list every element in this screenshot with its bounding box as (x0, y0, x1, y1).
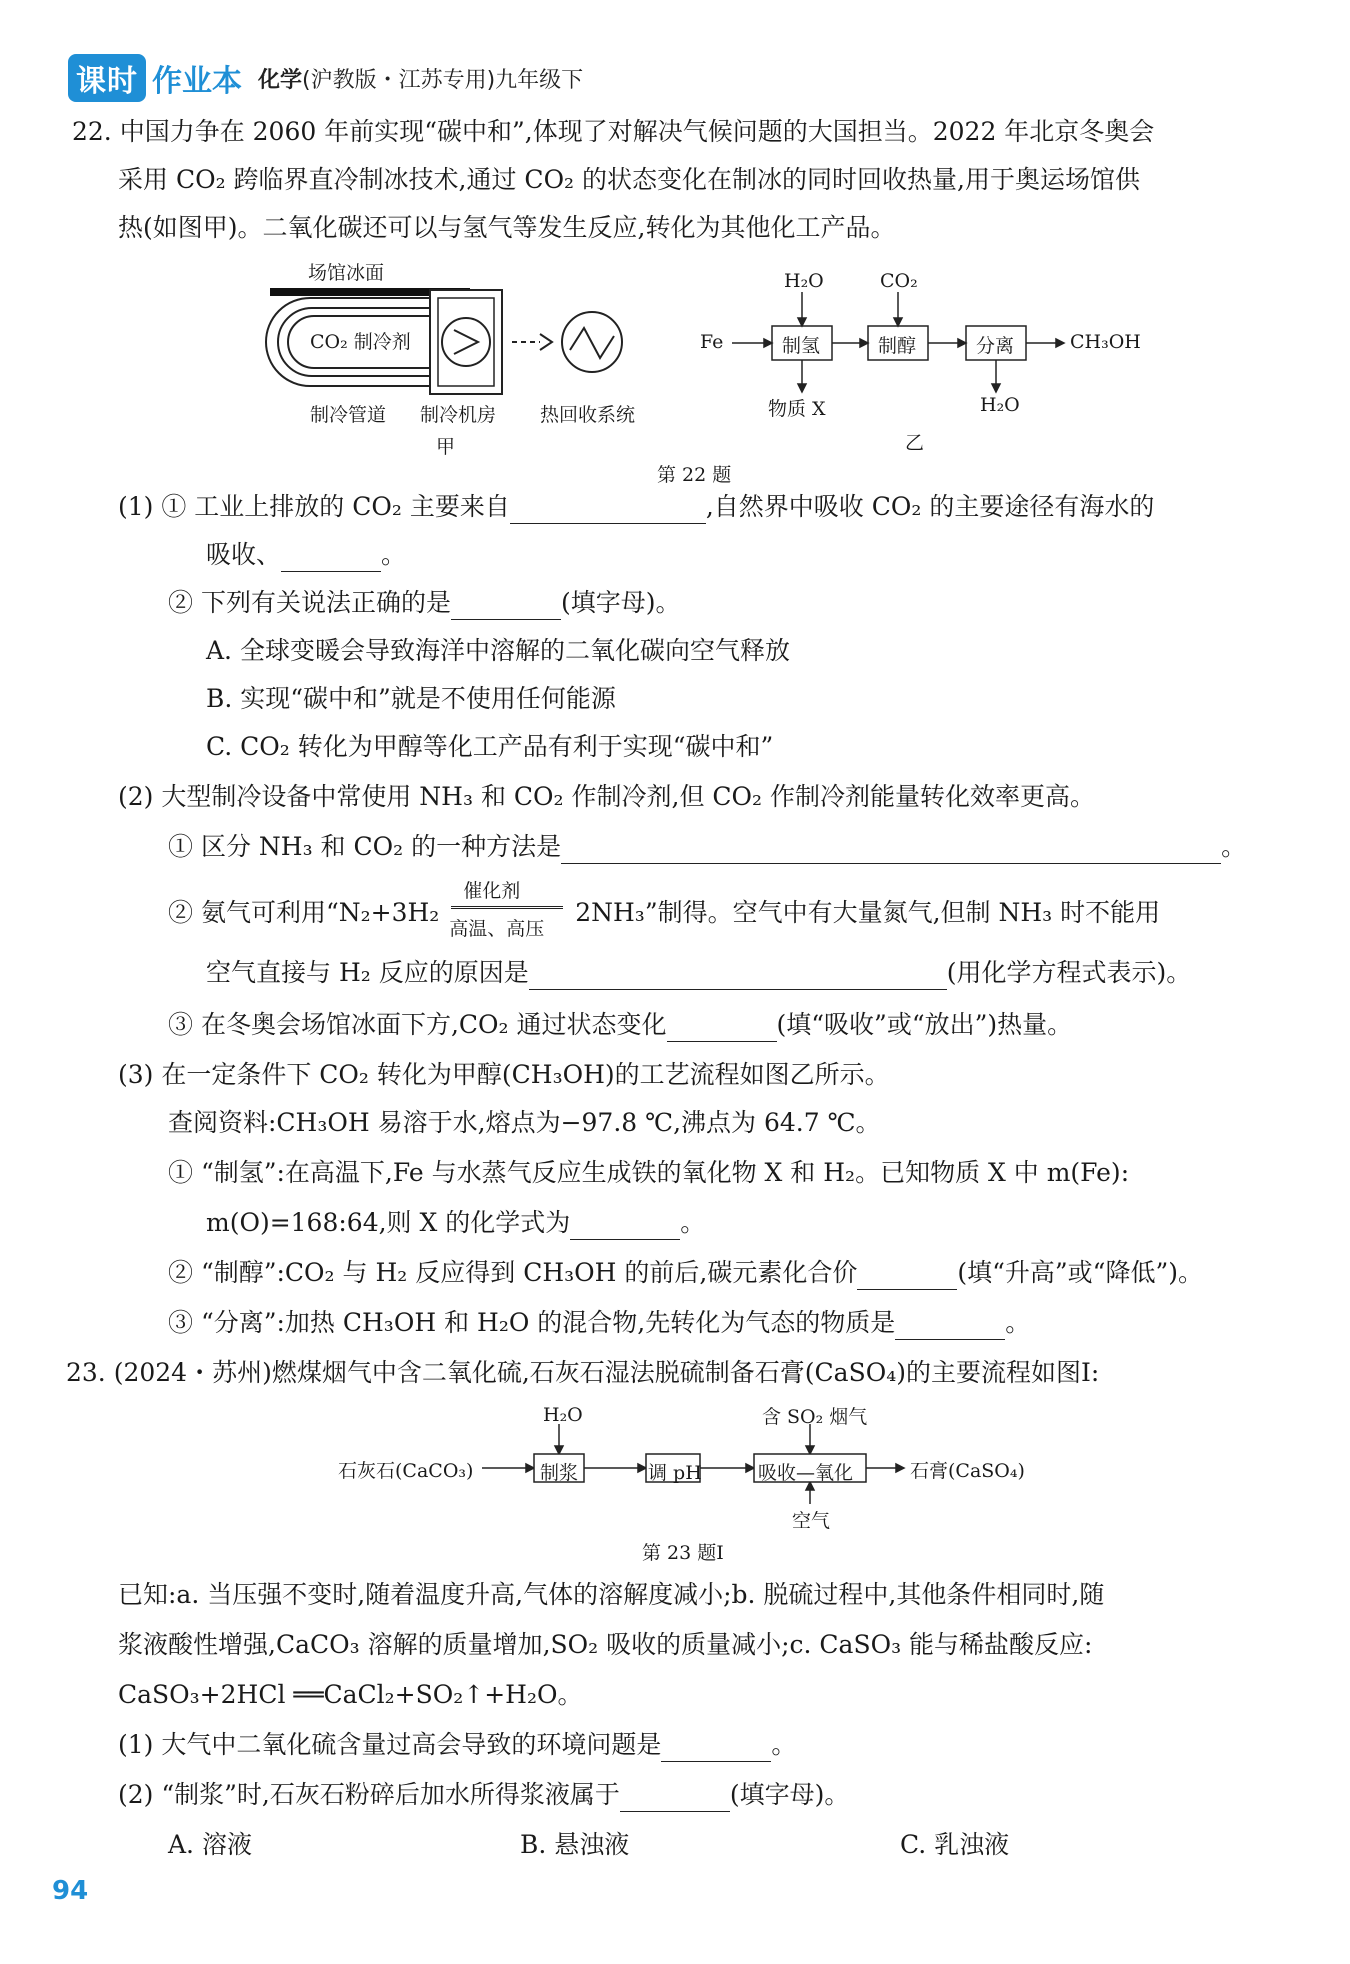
q23-option-a: A. 溶液 (168, 1830, 252, 1859)
box-methanol-label: 制醇 (878, 335, 917, 357)
answer-blank[interactable] (857, 1263, 957, 1290)
box-ph-label: 调 pH (648, 1462, 702, 1484)
q22-2-3-text-b: (填“吸收”或“放出”)热量。 (776, 1010, 1073, 1039)
q23-option-c: C. 乳浊液 (900, 1830, 1010, 1859)
q22-2-3-text-a: ③ 在冬奥会场馆冰面下方,CO₂ 通过状态变化 (168, 1010, 667, 1039)
q22-1-line (118, 490, 1154, 524)
q22-line-2: 采用 CO₂ 跨临界直冷制冰技术,通过 CO₂ 的状态变化在制冰的同时回收热量,用于奥运场馆供 (118, 165, 1140, 194)
label-h2o-in: H₂O (784, 270, 824, 292)
q22-1-2-line (168, 586, 680, 620)
q23-option-b: B. 悬浊液 (520, 1830, 630, 1859)
figure-23-caption: 第 23 题Ⅰ (642, 1542, 724, 1564)
answer-blank[interactable] (620, 1785, 730, 1812)
answer-blank[interactable] (510, 497, 706, 524)
q22-3-3-text-a: ③ “分离”:加热 CH₃OH 和 H₂O 的混合物,先转化为气态的物质是 (168, 1308, 896, 1337)
q22-2-2-line (168, 880, 1161, 940)
label-machine-room: 制冷机房 (420, 404, 497, 426)
answer-blank[interactable] (281, 545, 381, 572)
q22-3-reference: 查阅资料:CH₃OH 易溶于水,熔点为−97.8 ℃,沸点为 64.7 ℃。 (168, 1108, 881, 1137)
option-b: B. 实现“碳中和”就是不使用任何能源 (206, 684, 616, 713)
q22-1-2-text-a: ② 下列有关说法正确的是 (168, 588, 451, 617)
logo-box: 课时 (68, 54, 146, 102)
label-heat-recovery: 热回收系统 (540, 404, 636, 426)
label-co2-refrigerant: CO₂ 制冷剂 (310, 331, 411, 353)
answer-blank[interactable] (529, 963, 947, 990)
q23-2-text-b: (填字母)。 (729, 1780, 850, 1809)
q22-2-3-line (168, 1008, 1072, 1042)
q22-1-text-a: (1) ① 工业上排放的 CO₂ 主要来自 (118, 492, 510, 521)
subject-name: 化学 (258, 67, 303, 93)
page-header (68, 56, 583, 100)
condition-label: 高温、高压 (449, 918, 545, 940)
answer-blank[interactable] (661, 1735, 771, 1762)
q22-3-1-line-2 (206, 1206, 705, 1240)
label-ice-surface: 场馆冰面 (308, 262, 385, 284)
answer-blank[interactable] (895, 1313, 1005, 1340)
q22-1-line-2 (206, 538, 406, 572)
q22-3-2-text-a: ② “制醇”:CO₂ 与 H₂ 反应得到 CH₃OH 的前后,碳元素化合价 (168, 1258, 858, 1287)
catalyst-label: 催化剂 (463, 880, 521, 902)
label-gypsum: 石膏(CaSO₄) (910, 1460, 1025, 1482)
q22-2-2-text-d: (用化学方程式表示)。 (946, 958, 1192, 987)
box-absorb-label: 吸收—氧化 (758, 1462, 854, 1484)
box-separation-label: 分离 (976, 335, 1015, 357)
figure-22 (240, 258, 1160, 458)
q22-3-3-text-b: 。 (1005, 1308, 1031, 1337)
label-co2-in: CO₂ (880, 270, 918, 292)
edition-label: (沪教版・江苏专用)九年级下 (302, 67, 584, 93)
answer-blank[interactable] (667, 1015, 777, 1042)
q22-3-1-text-b: 。 (680, 1208, 706, 1237)
label-pipe: 制冷管道 (310, 404, 387, 426)
q23-known-2: 浆液酸性增强,CaCO₃ 溶解的质量增加,SO₂ 吸收的质量减小;c. CaSO₃ 能与稀盐酸反应: (118, 1630, 1093, 1659)
logo-text: 作业本 (152, 64, 242, 99)
answer-blank[interactable] (451, 593, 561, 620)
q22-1-text-c: 吸收、 (206, 540, 282, 569)
label-ch3oh-out: CH₃OH (1070, 331, 1141, 353)
q23-2-text-a: (2) “制浆”时,石灰石粉碎后加水所得浆液属于 (118, 1780, 620, 1809)
q22-3-line: (3) 在一定条件下 CO₂ 转化为甲醇(CH₃OH)的工艺流程如图乙所示。 (118, 1060, 890, 1089)
box-hydrogen-label: 制氢 (782, 335, 821, 357)
book-logo (68, 54, 242, 102)
q22-2-2-text-a: ② 氨气可利用“N₂+3H₂ (168, 898, 440, 927)
label-water: H₂O (543, 1404, 583, 1426)
q22-2-2-text-c: 空气直接与 H₂ 反应的原因是 (206, 958, 529, 987)
q22-2-line: (2) 大型制冷设备中常使用 NH₃ 和 CO₂ 作制冷剂,但 CO₂ 作制冷剂能量转化效率更高。 (118, 782, 1095, 811)
q22-3-1-line: ① “制氢”:在高温下,Fe 与水蒸气反应生成铁的氧化物 X 和 H₂。已知物质 X 中 m(Fe): (168, 1158, 1130, 1187)
reaction-arrow (451, 906, 563, 909)
option-c: C. CO₂ 转化为甲醇等化工产品有利于实现“碳中和” (206, 732, 774, 761)
q22-3-3-line (168, 1306, 1030, 1340)
q23-2-line (118, 1778, 849, 1812)
q22-2-1-line (168, 830, 1246, 864)
label-limestone: 石灰石(CaCO₃) (338, 1460, 474, 1482)
q23-line-1: 23. (2024・苏州)燃煤烟气中含二氧化硫,石灰石湿法脱硫制备石膏(CaSO₄)的主要流程如图Ⅰ: (66, 1358, 1100, 1387)
q23-known-1: 已知:a. 当压强不变时,随着温度升高,气体的溶解度减小;b. 脱硫过程中,其他条件相同时,随 (118, 1580, 1105, 1609)
q22-3-1-text-a: m(O)=168:64,则 X 的化学式为 (206, 1208, 571, 1237)
q22-line-1: 22. 中国力争在 2060 年前实现“碳中和”,体现了对解决气候问题的大国担当。2022 年北京冬奥会 (72, 117, 1155, 146)
q22-1-text-b: ,自然界中吸收 CO₂ 的主要途径有海水的 (705, 492, 1155, 521)
q22-2-1-text-a: ① 区分 NH₃ 和 CO₂ 的一种方法是 (168, 832, 562, 861)
answer-blank[interactable] (570, 1213, 680, 1240)
q22-3-2-text-b: (填“升高”或“降低”)。 (957, 1258, 1203, 1287)
q22-1-text-d: 。 (381, 540, 407, 569)
q22-2-2-line-2 (206, 956, 1191, 990)
q22-2-1-text-b: 。 (1221, 832, 1247, 861)
reaction-condition (447, 880, 567, 940)
label-fe: Fe (700, 331, 724, 353)
label-substance-x: 物质 X (768, 398, 826, 420)
machine-room-box (430, 290, 502, 394)
label-h2o-out: H₂O (980, 394, 1020, 416)
box-slurry-label: 制浆 (540, 1462, 579, 1484)
page-number: 94 (52, 1876, 89, 1906)
q23-equation: CaSO₃+2HCl ══CaCl₂+SO₂↑+H₂O。 (118, 1680, 583, 1709)
q22-line-3: 热(如图甲)。二氧化碳还可以与氢气等发生反应,转化为其他化工产品。 (118, 213, 896, 242)
q23-1-text-a: (1) 大气中二氧化硫含量过高会导致的环境问题是 (118, 1730, 662, 1759)
q23-1-text-b: 。 (771, 1730, 797, 1759)
q22-3-2-line (168, 1256, 1203, 1290)
label-jia: 甲 (436, 436, 456, 458)
option-a: A. 全球变暖会导致海洋中溶解的二氧化碳向空气释放 (206, 636, 790, 665)
answer-blank[interactable] (561, 837, 1221, 864)
label-so2-gas: 含 SO₂ 烟气 (762, 1406, 868, 1428)
label-air: 空气 (792, 1510, 831, 1532)
label-yi: 乙 (905, 432, 925, 454)
q23-1-line (118, 1728, 796, 1762)
q22-2-2-text-b: 2NH₃”制得。空气中有大量氮气,但制 NH₃ 时不能用 (575, 898, 1161, 927)
figure-22-caption: 第 22 题 (657, 464, 732, 486)
subject-label (258, 63, 583, 94)
q22-1-2-text-b: (填字母)。 (560, 588, 681, 617)
